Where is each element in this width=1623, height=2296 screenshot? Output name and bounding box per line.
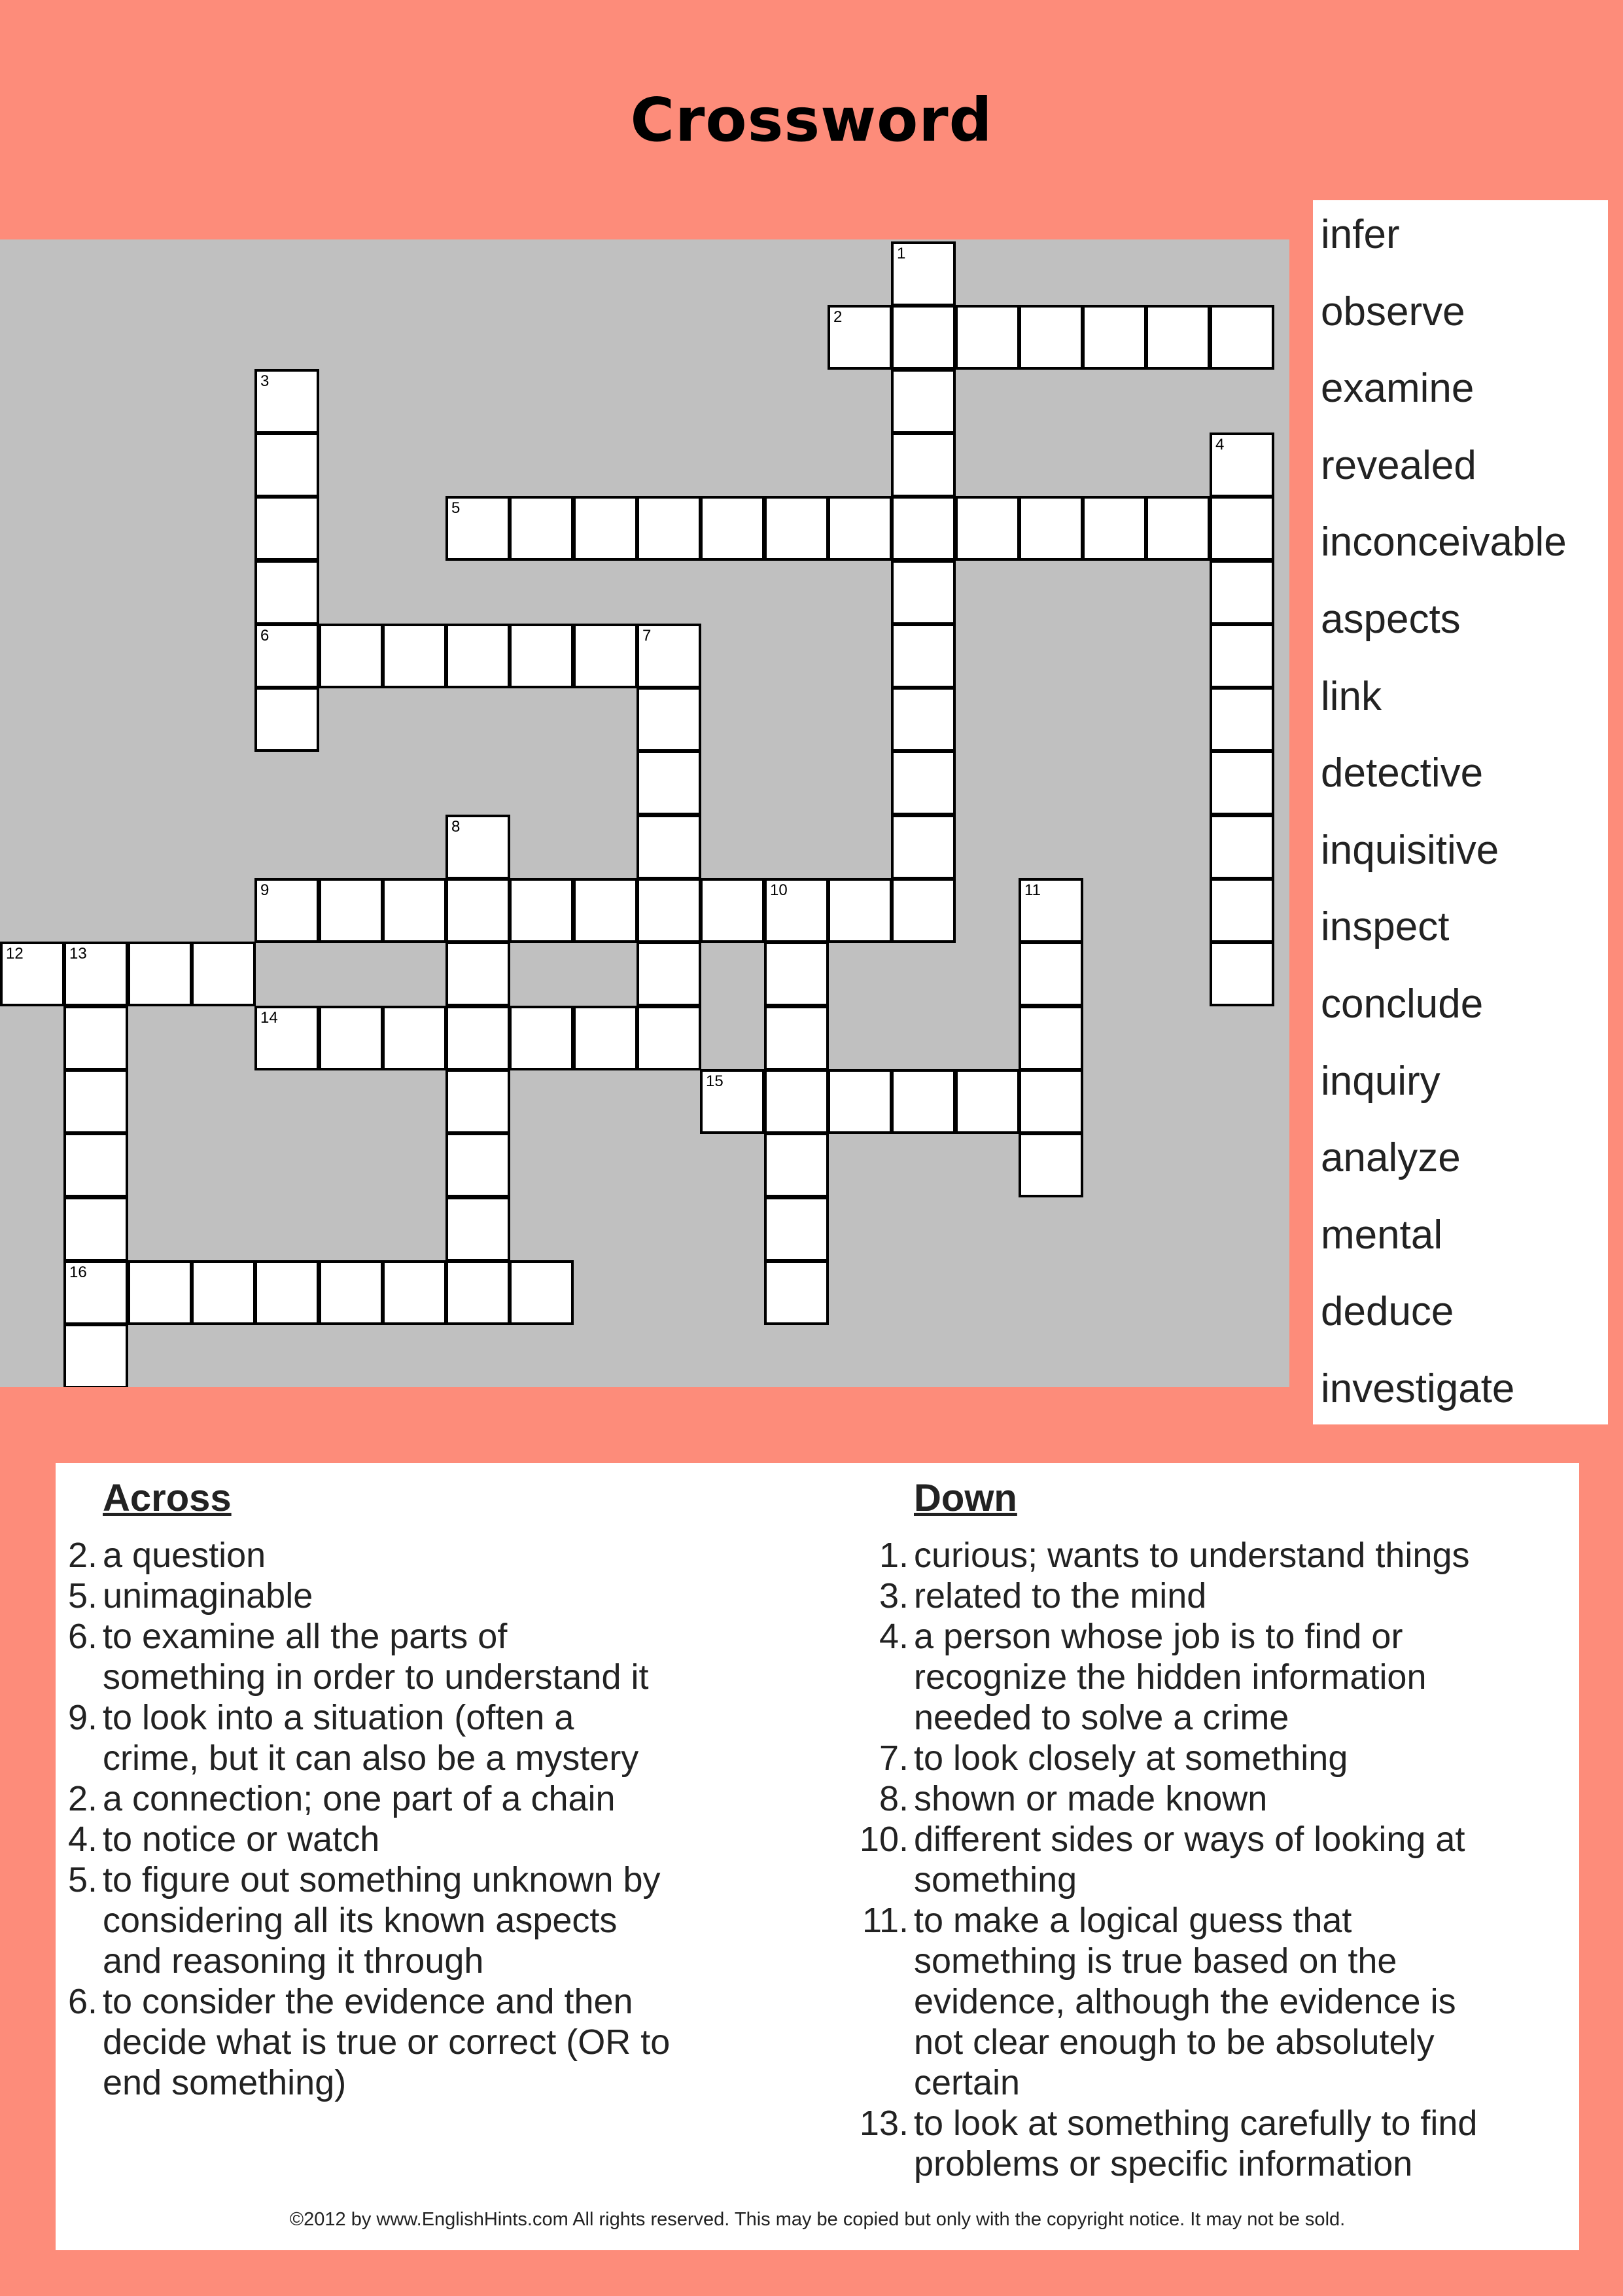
grid-cell[interactable] (445, 1260, 510, 1325)
clue-num: 2. (67, 1779, 97, 1818)
grid-cell[interactable] (128, 942, 192, 1006)
clue-number: 9 (260, 881, 270, 899)
grid-cell[interactable] (63, 942, 128, 1006)
across-clue (56, 1697, 841, 1778)
clue-text: a connection; one part of a chain (103, 1779, 616, 1818)
grid-cell[interactable] (891, 878, 956, 943)
grid-cell[interactable] (891, 687, 956, 752)
word-bank-item: inquisitive (1321, 828, 1499, 873)
down-clue (834, 2103, 1573, 2184)
down-clue (834, 1738, 1573, 1778)
clue-number: 8 (451, 818, 461, 836)
clue-num: 3. (879, 1576, 909, 1616)
grid-cell[interactable] (637, 942, 701, 1006)
grid-cell[interactable] (573, 1006, 638, 1070)
grid-cell[interactable] (891, 751, 956, 815)
grid-cell[interactable] (0, 942, 65, 1006)
grid-cell[interactable] (382, 878, 447, 943)
grid-cell[interactable] (637, 496, 701, 561)
clue-text: curious; wants to understand things (914, 1536, 1470, 1575)
clues-panel (56, 1463, 1579, 2250)
down-clue (834, 1819, 1573, 1900)
word-bank (1313, 200, 1608, 1424)
grid-cell[interactable] (254, 624, 319, 688)
clue-num: 10. (859, 1820, 909, 1859)
across-clue (56, 1860, 841, 1981)
grid-cell[interactable] (1210, 815, 1274, 879)
grid-cell[interactable] (828, 1069, 892, 1134)
clue-num: 6. (67, 1617, 97, 1656)
grid-cell[interactable] (254, 1260, 319, 1325)
grid-cell[interactable] (1210, 496, 1274, 561)
down-clue (834, 1576, 1573, 1616)
grid-cell[interactable] (509, 624, 574, 688)
grid-cell[interactable] (1210, 751, 1274, 815)
across-clue (56, 1981, 841, 2103)
grid-cell[interactable] (1210, 687, 1274, 752)
grid-cell[interactable] (319, 878, 383, 943)
grid-cell[interactable] (254, 369, 319, 434)
clue-number: 16 (69, 1263, 87, 1281)
word-bank-item: inconceivable (1321, 520, 1567, 565)
grid-cell[interactable] (445, 878, 510, 943)
clue-number: 3 (260, 372, 270, 390)
grid-cell[interactable] (828, 305, 892, 370)
grid-cell[interactable] (445, 496, 510, 561)
grid-cell[interactable] (319, 1006, 383, 1070)
grid-cell[interactable] (1145, 305, 1210, 370)
grid-cell[interactable] (1019, 1069, 1083, 1134)
grid-cell[interactable] (637, 815, 701, 879)
down-clue (834, 1778, 1573, 1819)
across-clues (56, 1535, 841, 2103)
grid-cell[interactable] (891, 624, 956, 688)
down-clue (834, 1616, 1573, 1738)
grid-cell[interactable] (1082, 305, 1147, 370)
grid-cell[interactable] (382, 1260, 447, 1325)
clue-num: 13. (859, 2104, 909, 2143)
grid-cell[interactable] (891, 369, 956, 434)
across-clue (56, 1778, 841, 1819)
clue-number: 7 (642, 627, 652, 645)
grid-cell[interactable] (254, 433, 319, 497)
grid-cell[interactable] (1145, 496, 1210, 561)
clue-number: 15 (706, 1072, 724, 1090)
grid-cell[interactable] (1019, 878, 1083, 943)
grid-cell[interactable] (764, 1069, 829, 1134)
clue-num: 9. (67, 1698, 97, 1737)
clue-text: a person whose job is to find or recognize the hidden information needed to solve a crime (914, 1617, 1427, 1737)
grid-cell[interactable] (891, 433, 956, 497)
clue-text: to consider the evidence and then decide what is true or correct (OR to end something) (103, 1982, 671, 2102)
word-bank-item: analyze (1321, 1135, 1461, 1180)
clue-number: 13 (69, 945, 87, 963)
grid-cell[interactable] (445, 624, 510, 688)
word-bank-item: investigate (1321, 1366, 1515, 1411)
grid-cell[interactable] (700, 878, 765, 943)
clue-num: 2. (67, 1536, 97, 1575)
down-clues (834, 1535, 1573, 2184)
grid-cell[interactable] (128, 1260, 192, 1325)
grid-cell[interactable] (955, 496, 1020, 561)
grid-cell[interactable] (254, 560, 319, 625)
across-heading: Across (103, 1477, 232, 1519)
grid-cell[interactable] (637, 687, 701, 752)
grid-cell[interactable] (1210, 942, 1274, 1006)
clue-text: to look closely at something (914, 1739, 1348, 1778)
grid-cell[interactable] (191, 942, 256, 1006)
clue-number: 4 (1215, 436, 1225, 453)
grid-cell[interactable] (700, 496, 765, 561)
clue-text: to look into a situation (often a crime, but it can also be a mystery (103, 1698, 639, 1778)
grid-cell[interactable] (891, 496, 956, 561)
grid-cell[interactable] (319, 1260, 383, 1325)
grid-cell[interactable] (828, 878, 892, 943)
grid-cell[interactable] (445, 1006, 510, 1070)
clue-text: to look at something carefully to find problems or specific information (914, 2104, 1478, 2183)
down-clue (834, 1900, 1573, 2103)
copyright-notice: ©2012 by www.EnglishHints.com All rights reserved. This may be copied but only with the copyright notice. It may not be sold. (289, 2209, 1346, 2230)
grid-cell[interactable] (700, 1069, 765, 1134)
grid-cell[interactable] (764, 878, 829, 943)
grid-cell[interactable] (891, 241, 956, 306)
grid-cell[interactable] (254, 878, 319, 943)
page-title: Crossword (630, 85, 993, 155)
down-clue (834, 1535, 1573, 1576)
word-bank-item: infer (1321, 212, 1400, 257)
grid-cell[interactable] (63, 1133, 128, 1197)
clue-text: a question (103, 1536, 266, 1575)
word-bank-item: mental (1321, 1212, 1443, 1258)
crossword-grid (0, 239, 1289, 1387)
grid-cell[interactable] (1019, 496, 1083, 561)
grid-cell[interactable] (828, 496, 892, 561)
word-bank-item: conclude (1321, 981, 1484, 1027)
grid-cell[interactable] (955, 1069, 1020, 1134)
clue-num: 4. (879, 1617, 909, 1656)
grid-cell[interactable] (764, 1260, 829, 1325)
grid-cell[interactable] (1019, 942, 1083, 1006)
word-bank-item: inspect (1321, 904, 1450, 949)
grid-cell[interactable] (637, 751, 701, 815)
word-bank-item: inquiry (1321, 1059, 1440, 1104)
grid-cell[interactable] (573, 878, 638, 943)
grid-cell[interactable] (891, 305, 956, 370)
grid-cell[interactable] (63, 1197, 128, 1262)
grid-cell[interactable] (1019, 1006, 1083, 1070)
clue-num: 7. (879, 1739, 909, 1778)
down-heading: Down (914, 1477, 1017, 1519)
clue-text: shown or made known (914, 1779, 1268, 1818)
across-clue (56, 1819, 841, 1860)
word-bank-item: observe (1321, 289, 1465, 334)
grid-cell[interactable] (1210, 878, 1274, 943)
grid-cell[interactable] (1019, 1133, 1083, 1197)
across-clue (56, 1616, 841, 1697)
clue-text: to figure out something unknown by considering all its known aspects and reasoning it through (103, 1860, 661, 1981)
grid-cell[interactable] (637, 878, 701, 943)
grid-cell[interactable] (509, 1260, 574, 1325)
grid-cell[interactable] (637, 1006, 701, 1070)
grid-cell[interactable] (509, 1006, 574, 1070)
grid-cell[interactable] (1210, 560, 1274, 625)
grid-cell[interactable] (573, 624, 638, 688)
grid-cell[interactable] (764, 942, 829, 1006)
grid-cell[interactable] (63, 1324, 128, 1387)
grid-cell[interactable] (637, 624, 701, 688)
clue-number: 12 (6, 945, 24, 963)
grid-cell[interactable] (63, 1006, 128, 1070)
grid-cell[interactable] (1210, 305, 1274, 370)
grid-cell[interactable] (764, 1006, 829, 1070)
clue-num: 5. (67, 1860, 97, 1899)
word-bank-item: examine (1321, 366, 1475, 411)
across-clue (56, 1576, 841, 1616)
clue-text: related to the mind (914, 1576, 1207, 1616)
grid-cell[interactable] (445, 1197, 510, 1262)
clue-number: 11 (1024, 881, 1041, 899)
grid-cell[interactable] (319, 624, 383, 688)
grid-cell[interactable] (1210, 624, 1274, 688)
grid-cell[interactable] (63, 1069, 128, 1134)
grid-cell[interactable] (254, 687, 319, 752)
clue-number: 1 (897, 245, 906, 262)
clue-number: 5 (451, 499, 461, 517)
clue-num: 4. (67, 1820, 97, 1859)
word-bank-item: detective (1321, 751, 1484, 796)
grid-cell[interactable] (764, 1133, 829, 1197)
grid-cell[interactable] (1210, 433, 1274, 497)
clue-number: 6 (260, 627, 270, 645)
grid-cell[interactable] (891, 560, 956, 625)
word-bank-item: deduce (1321, 1289, 1454, 1334)
clue-text: unimaginable (103, 1576, 313, 1616)
grid-cell[interactable] (445, 1069, 510, 1134)
grid-cell[interactable] (891, 1069, 956, 1134)
clue-number: 10 (770, 881, 788, 899)
grid-cell[interactable] (764, 496, 829, 561)
clue-number: 14 (260, 1009, 278, 1027)
across-clue (56, 1535, 841, 1576)
grid-cell[interactable] (573, 496, 638, 561)
grid-cell[interactable] (445, 1133, 510, 1197)
grid-cell[interactable] (955, 305, 1020, 370)
clue-num: 5. (67, 1576, 97, 1616)
grid-cell[interactable] (382, 1006, 447, 1070)
grid-cell[interactable] (764, 1197, 829, 1262)
grid-cell[interactable] (509, 878, 574, 943)
grid-cell[interactable] (1082, 496, 1147, 561)
word-bank-item: revealed (1321, 443, 1476, 488)
grid-cell[interactable] (445, 815, 510, 879)
grid-cell[interactable] (63, 1260, 128, 1325)
grid-cell[interactable] (382, 624, 447, 688)
clue-number: 2 (833, 308, 843, 326)
clue-num: 8. (879, 1779, 909, 1818)
grid-cell[interactable] (191, 1260, 256, 1325)
grid-cell[interactable] (254, 496, 319, 561)
word-bank-item: link (1321, 674, 1382, 719)
grid-cell[interactable] (1019, 305, 1083, 370)
clue-num: 11. (862, 1901, 909, 1940)
word-bank-item: aspects (1321, 597, 1461, 642)
clue-text: different sides or ways of looking at something (914, 1820, 1465, 1899)
clue-text: to examine all the parts of something in order to understand it (103, 1617, 649, 1697)
clue-num: 6. (67, 1982, 97, 2021)
clue-num: 1. (879, 1536, 909, 1575)
clue-text: to notice or watch (103, 1820, 380, 1859)
clue-text: to make a logical guess that something is true based on the evidence, although the evidence is not clear enough to be absolutely certain (914, 1901, 1456, 2102)
grid-cell[interactable] (509, 496, 574, 561)
grid-cell[interactable] (445, 942, 510, 1006)
grid-cell[interactable] (891, 815, 956, 879)
grid-cell[interactable] (254, 1006, 319, 1070)
